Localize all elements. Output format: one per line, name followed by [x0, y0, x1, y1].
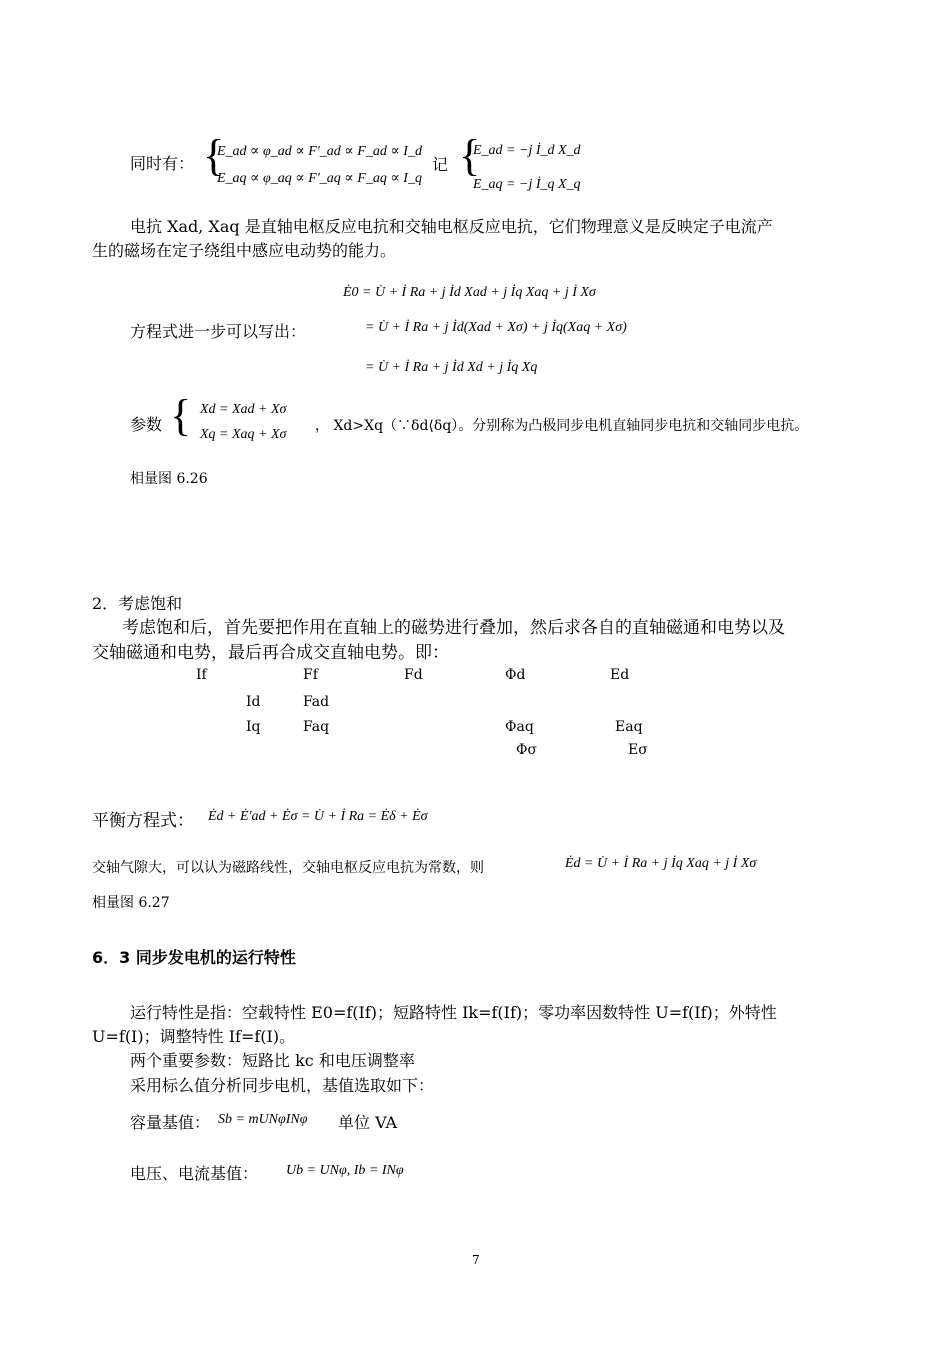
characteristics-line1: 运行特性是指：空载特性 E0=f(If)；短路特性 Ik=f(If)；零功率因数特性 U=f(If)；外特性 — [130, 1003, 777, 1022]
saturation-title: 2．考虑饱和 — [92, 594, 183, 613]
parameter-explanation: ， Xd>Xq（∵δd⟨δq）。分别称为凸极同步电机直轴同步电抗和交轴同步电抗。 — [315, 418, 809, 434]
voltage-current-base-label: 电压、电流基值： — [130, 1164, 259, 1183]
same-time-label: 同时有： — [130, 154, 195, 173]
parameter-equation-2: Xq = Xaq + Xσ — [200, 427, 287, 442]
definition-equation-2: E_aq = −j İ_q X_q — [473, 177, 581, 192]
left-brace: { — [459, 131, 481, 180]
reactance-paragraph-line1: 电抗 Xad, Xaq 是直轴电枢反应电抗和交轴电枢反应电抗，它们物理意义是反映定子电流产 — [130, 217, 773, 236]
flow-item: Eσ — [628, 742, 648, 758]
flow-item: Faq — [303, 719, 330, 735]
phasor-diagram-ref-627: 相量图 6.27 — [92, 895, 170, 911]
denote-label: 记 — [432, 155, 449, 174]
capacity-base-label: 容量基值： — [130, 1113, 211, 1132]
parameter-label: 参数 — [130, 415, 163, 434]
capacity-unit: 单位 VA — [338, 1113, 398, 1132]
saturation-paragraph-line1: 考虑饱和后，首先要把作用在直轴上的磁势进行叠加，然后求各自的直轴磁通和电势以及 — [122, 618, 785, 638]
balance-label: 平衡方程式： — [92, 811, 194, 831]
flow-item: Id — [246, 694, 261, 710]
voltage-current-base-equation: Ub = UNφ, Ib = INφ — [286, 1163, 404, 1178]
flow-item: Ed — [610, 667, 630, 683]
left-brace: { — [170, 391, 192, 440]
important-parameters: 两个重要参数：短路比 kc 和电压调整率 — [130, 1051, 415, 1070]
emf-equation-1: Ė0 = U̇ + İ Ra + j İd Xad + j İq Xaq + j İ Xσ — [343, 285, 596, 300]
definition-equation-1: E_ad = −j İ_d X_d — [473, 143, 581, 158]
proportional-equation-2: E_aq ∝ φ_aq ∝ F'_aq ∝ F_aq ∝ I_q — [217, 171, 422, 186]
left-brace: { — [203, 131, 225, 180]
equation-intro: 方程式进一步可以写出： — [130, 322, 307, 341]
flow-item: Φaq — [505, 719, 534, 735]
per-unit-intro: 采用标么值分析同步电机，基值选取如下： — [130, 1076, 435, 1095]
flow-item: Ff — [303, 667, 318, 683]
flow-item: Iq — [246, 719, 261, 735]
airgap-text: 交轴气隙大，可以认为磁路线性，交轴电枢反应电抗为常数，则 — [92, 860, 484, 876]
emf-equation-3: = U̇ + İ Ra + j İd Xd + j İq Xq — [365, 360, 538, 375]
page-number: 7 — [472, 1253, 480, 1267]
flow-item: Fd — [404, 667, 423, 683]
parameter-equation-1: Xd = Xad + Xσ — [200, 402, 287, 417]
flow-item: Φσ — [516, 742, 538, 758]
airgap-equation: Ėd = U̇ + İ Ra + j İq Xaq + j İ Xσ — [565, 856, 757, 871]
balance-equation: Ėd + Ė'ad + Ėσ = U̇ + İ Ra = Ėδ + Ėσ — [208, 809, 428, 824]
flow-item: Φd — [505, 667, 526, 683]
flow-item: If — [196, 667, 207, 683]
section-heading: 6．3 同步发电机的运行特性 — [92, 948, 296, 967]
proportional-equation-1: E_ad ∝ φ_ad ∝ F'_ad ∝ F_ad ∝ I_d — [217, 144, 422, 159]
reactance-paragraph-line2: 生的磁场在定子绕组中感应电动势的能力。 — [92, 241, 397, 260]
phasor-diagram-ref-626: 相量图 6.26 — [130, 471, 208, 487]
flow-item: Fad — [303, 694, 330, 710]
characteristics-line2: U=f(I)；调整特性 If=f(I)。 — [92, 1027, 296, 1046]
flow-item: Eaq — [615, 719, 643, 735]
saturation-paragraph-line2: 交轴磁通和电势，最后再合成交直轴电势。即： — [92, 643, 449, 663]
capacity-base-equation: Sb = mUNφINφ — [218, 1112, 308, 1127]
emf-equation-2: = U̇ + İ Ra + j İd(Xad + Xσ) + j İq(Xaq + Xσ) — [365, 320, 627, 335]
